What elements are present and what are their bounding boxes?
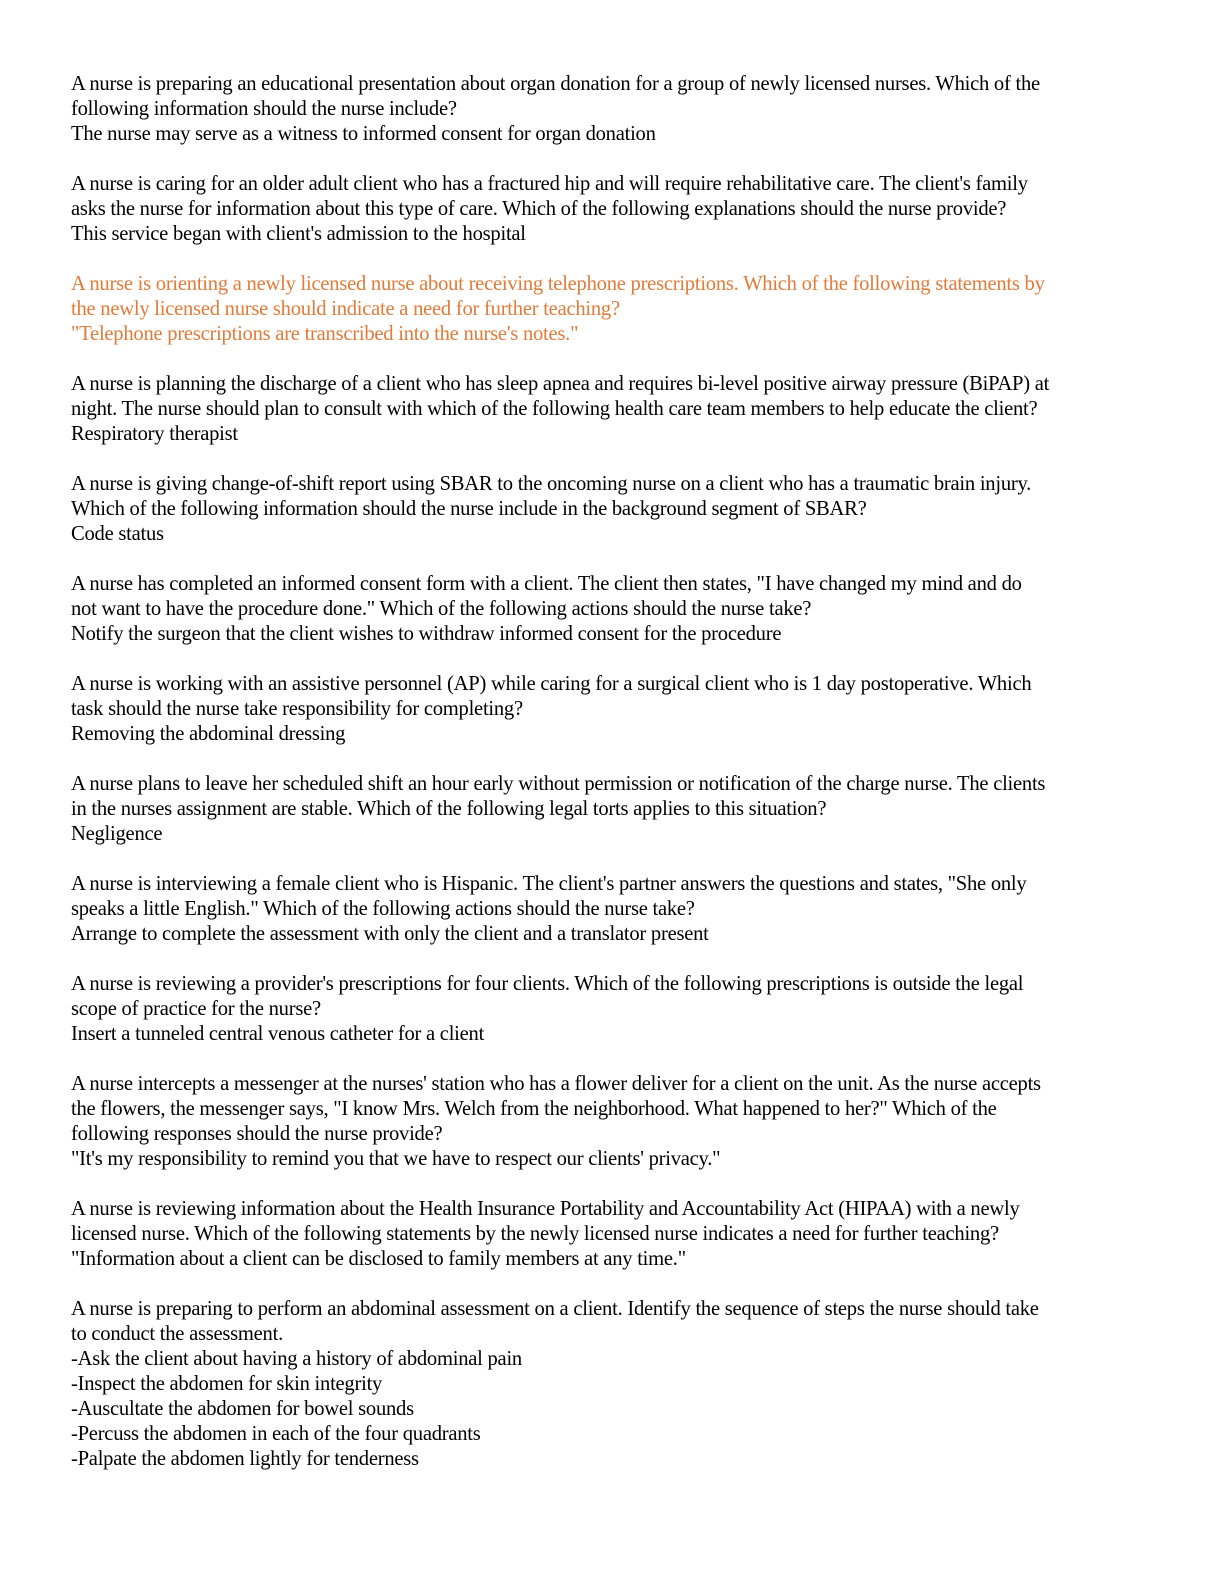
text-line: night. The nurse should plan to consult with which of the following health care team members to help educate the client?	[71, 398, 1038, 420]
question-block-highlighted	[71, 272, 1151, 347]
question-block	[71, 1072, 1151, 1172]
question-block	[71, 972, 1151, 1047]
text-line: Negligence	[71, 823, 163, 845]
text-line: A nurse is reviewing information about the Health Insurance Portability and Accountability Act (HIPAA) with a newly	[71, 1198, 1020, 1220]
text-line: -Ask the client about having a history of abdominal pain	[71, 1348, 522, 1370]
text-line: following information should the nurse include?	[71, 98, 457, 120]
text-line: A nurse intercepts a messenger at the nurses' station who has a flower deliver for a client on the unit. As the nurse accepts	[71, 1073, 1041, 1095]
text-line: A nurse has completed an informed consent form with a client. The client then states, "I have changed my mind and do	[71, 573, 1022, 595]
text-line: A nurse is working with an assistive personnel (AP) while caring for a surgical client who is 1 day postoperative. Which	[71, 673, 1032, 695]
text-line: speaks a little English." Which of the following actions should the nurse take?	[71, 898, 695, 920]
text-line: Which of the following information should the nurse include in the background segment of SBAR?	[71, 498, 867, 520]
text-line: Removing the abdominal dressing	[71, 723, 346, 745]
question-block	[71, 172, 1151, 247]
text-line: "It's my responsibility to remind you that we have to respect our clients' privacy."	[71, 1148, 721, 1170]
text-line: in the nurses assignment are stable. Which of the following legal torts applies to this situation?	[71, 798, 827, 820]
text-line: A nurse is interviewing a female client who is Hispanic. The client's partner answers the questions and states, "She only	[71, 873, 1027, 895]
text-line: A nurse is planning the discharge of a client who has sleep apnea and requires bi-level positive airway pressure (BiPAP) at	[71, 373, 1050, 395]
text-line: "Telephone prescriptions are transcribed into the nurse's notes."	[71, 323, 579, 345]
text-line: to conduct the assessment.	[71, 1323, 283, 1345]
question-block	[71, 472, 1151, 547]
question-block	[71, 872, 1151, 947]
text-line: -Inspect the abdomen for skin integrity	[71, 1373, 383, 1395]
question-block	[71, 372, 1151, 447]
text-line: "Information about a client can be disclosed to family members at any time."	[71, 1248, 686, 1270]
text-line: Code status	[71, 523, 164, 545]
text-line: task should the nurse take responsibility for completing?	[71, 698, 523, 720]
question-block	[71, 672, 1151, 747]
question-block	[71, 772, 1151, 847]
text-line: A nurse is preparing an educational presentation about organ donation for a group of newly licensed nurses. Which of the	[71, 73, 1040, 95]
text-line: the flowers, the messenger says, "I know Mrs. Welch from the neighborhood. What happened to her?" Which of the	[71, 1098, 997, 1120]
text-line: A nurse is caring for an older adult client who has a fractured hip and will require rehabilitative care. The client's family	[71, 173, 1028, 195]
text-line: Arrange to complete the assessment with only the client and a translator present	[71, 923, 709, 945]
text-line: scope of practice for the nurse?	[71, 998, 321, 1020]
text-line: licensed nurse. Which of the following statements by the newly licensed nurse indicates a need for further teaching?	[71, 1223, 999, 1245]
question-block	[71, 72, 1151, 147]
text-line: asks the nurse for information about this type of care. Which of the following explanations should the nurse provide?	[71, 198, 1007, 220]
text-line: A nurse is orienting a newly licensed nurse about receiving telephone prescriptions. Which of the following statements by	[71, 273, 1045, 295]
question-block	[71, 1297, 1151, 1472]
question-block	[71, 1197, 1151, 1272]
text-line: Insert a tunneled central venous catheter for a client	[71, 1023, 485, 1045]
text-line: not want to have the procedure done." Which of the following actions should the nurse take?	[71, 598, 812, 620]
text-line: -Auscultate the abdomen for bowel sounds	[71, 1398, 414, 1420]
text-line: Notify the surgeon that the client wishes to withdraw informed consent for the procedure	[71, 623, 782, 645]
text-line: -Palpate the abdomen lightly for tenderness	[71, 1448, 419, 1470]
text-line: the newly licensed nurse should indicate a need for further teaching?	[71, 298, 620, 320]
text-line: -Percuss the abdomen in each of the four quadrants	[71, 1423, 481, 1445]
text-line: A nurse plans to leave her scheduled shift an hour early without permission or notification of the charge nurse. The clients	[71, 773, 1046, 795]
text-line: following responses should the nurse provide?	[71, 1123, 443, 1145]
text-line: Respiratory therapist	[71, 423, 238, 445]
text-line: A nurse is giving change-of-shift report using SBAR to the oncoming nurse on a client who has a traumatic brain injury.	[71, 473, 1032, 495]
text-line: The nurse may serve as a witness to informed consent for organ donation	[71, 123, 656, 145]
question-block	[71, 572, 1151, 647]
text-line: This service began with client's admission to the hospital	[71, 223, 526, 245]
text-line: A nurse is reviewing a provider's prescriptions for four clients. Which of the following prescriptions is outside the legal	[71, 973, 1024, 995]
document-page	[71, 72, 1151, 1497]
text-line: A nurse is preparing to perform an abdominal assessment on a client. Identify the sequence of steps the nurse should take	[71, 1298, 1039, 1320]
